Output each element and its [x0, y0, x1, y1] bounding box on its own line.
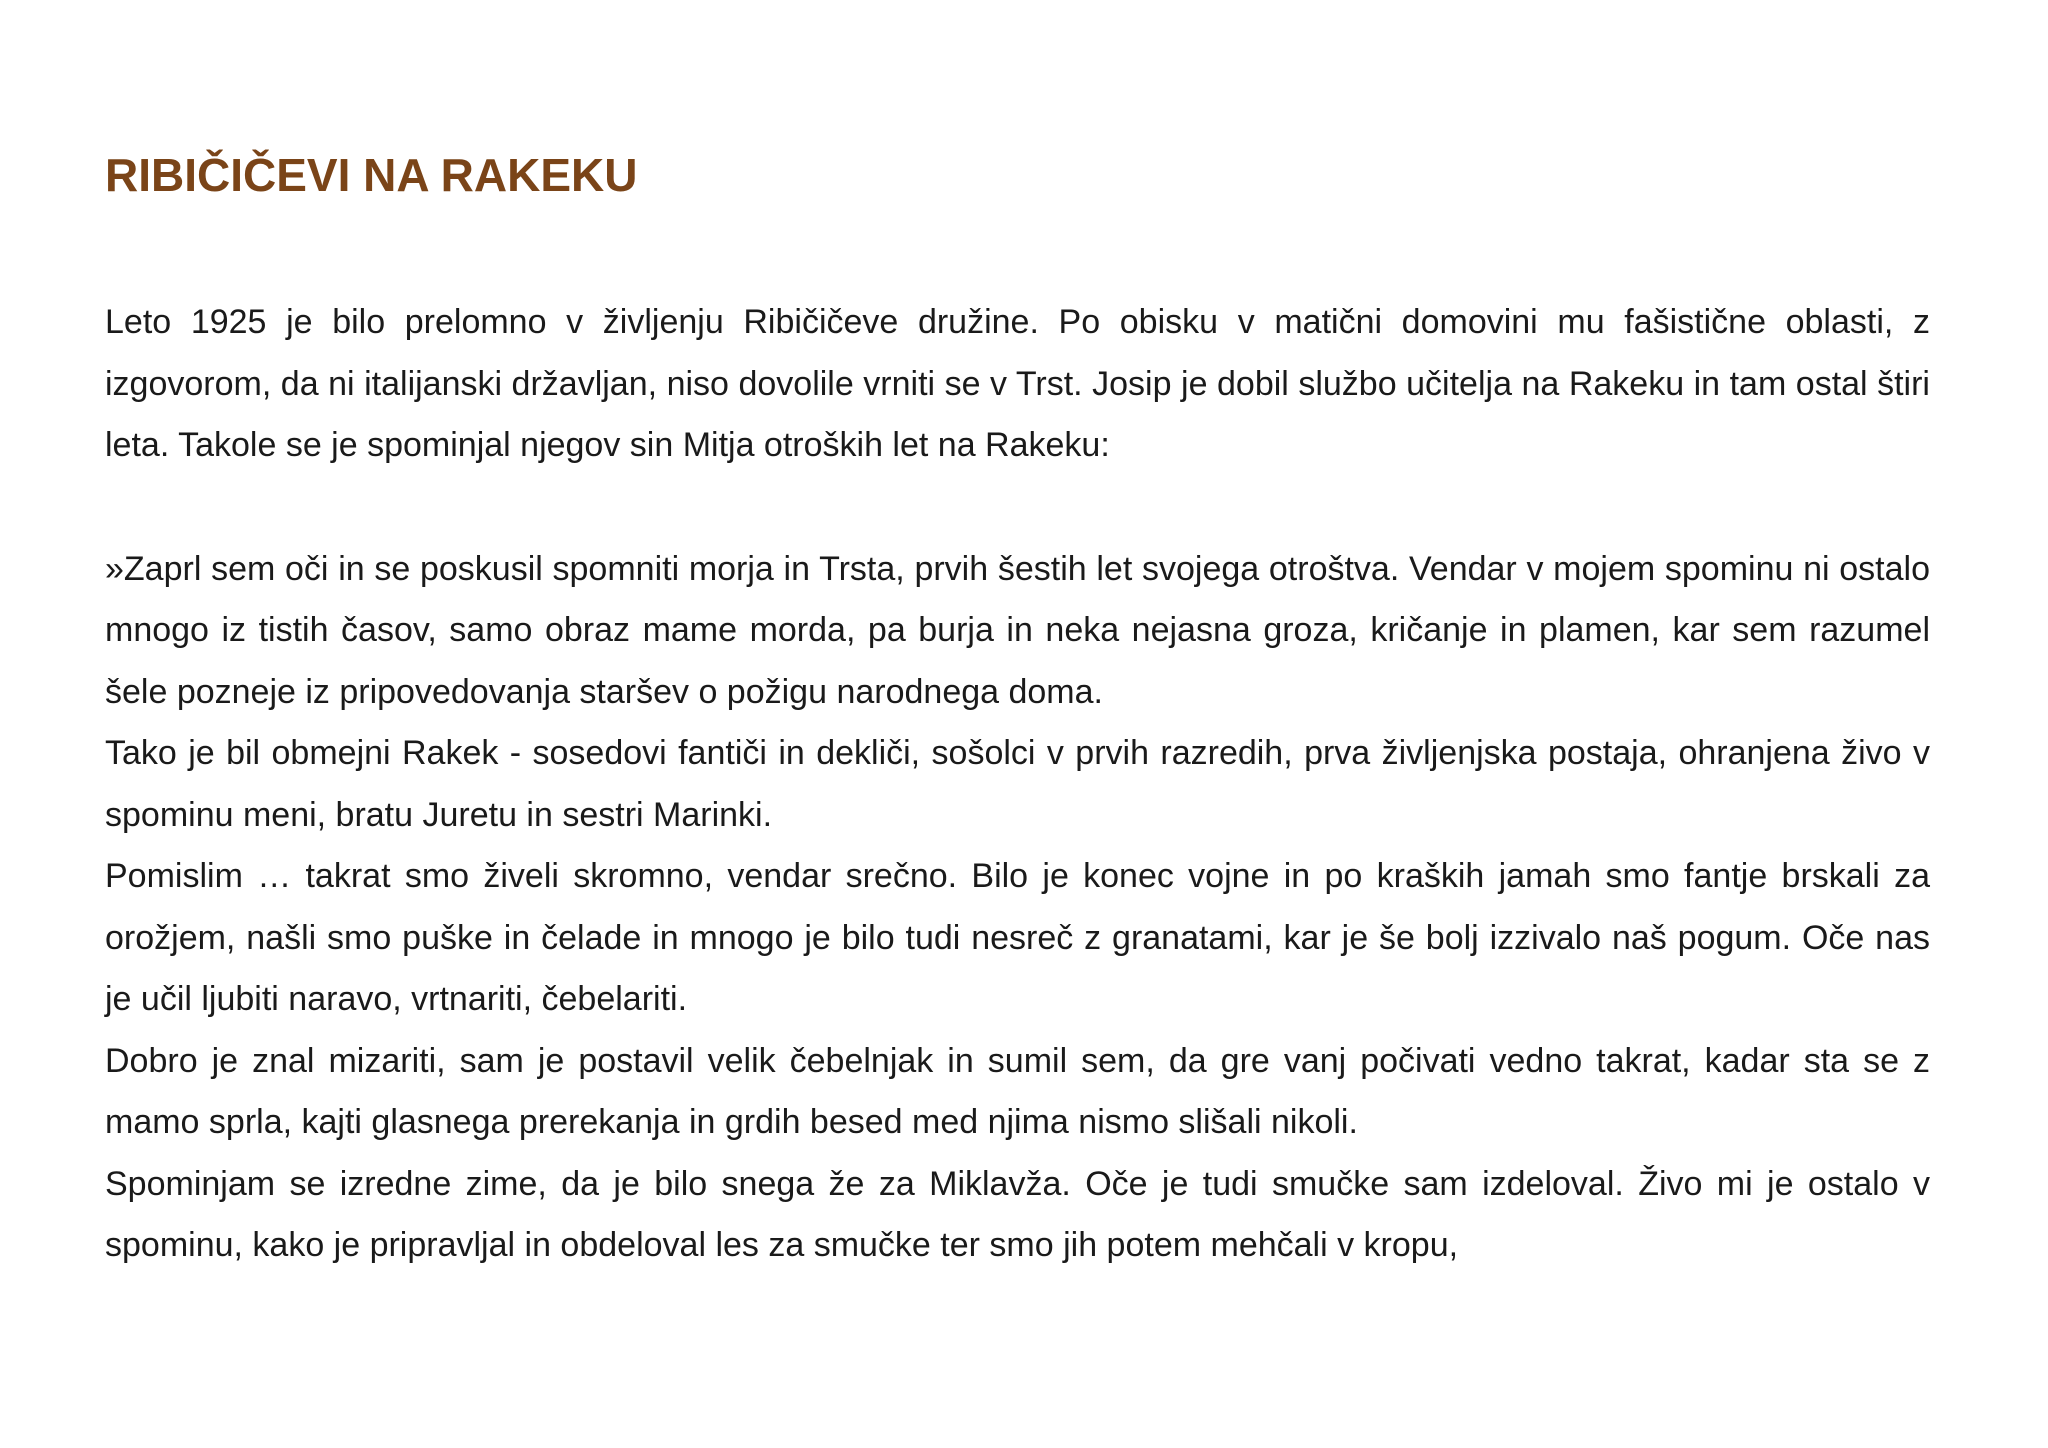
quote-paragraph: Tako je bil obmejni Rakek - sosedovi fantiči in dekliči, sošolci v prvih razredih, prva življenjska postaja, ohranjena živo v spominu meni, bratu Juretu in sestri Marinki.	[105, 734, 1930, 834]
quote-paragraph: Dobro je znal mizariti, sam je postavil velik čebelnjak in sumil sem, da gre vanj počivati vedno takrat, kadar sta se z mamo sprla, kajti glasnega prerekanja in grdih besed med njima nismo slišali nikoli.	[105, 1041, 1930, 1141]
quote-paragraph: »Zaprl sem oči in se poskusil spomniti morja in Trsta, prvih šestih let svojega otroštva. Vendar v mojem spominu ni ostalo mnogo iz tistih časov, samo obraz mame morda, pa burja in neka nejasna groza, kričanje in plamen, kar sem razumel šele pozneje iz pripovedovanja staršev o požigu narodnega doma.	[105, 549, 1930, 711]
quote-paragraph: Pomislim … takrat smo živeli skromno, vendar srečno. Bilo je konec vojne in po kraških jamah smo fantje brskali za orožjem, našli smo puške in čelade in mnogo je bilo tudi nesreč z granatami, kar je še bolj izzivalo naš pogum. Oče nas je učil ljubiti naravo, vrtnariti, čebelariti.	[105, 857, 1930, 1018]
quote-block	[105, 539, 1930, 1277]
page-title: RIBIČIČEVI NA RAKEKU	[105, 149, 638, 201]
document-page	[105, 140, 1930, 1277]
intro-paragraph: Leto 1925 je bilo prelomno v življenju Ribičičeve družine. Po obisku v matični domovini mu fašistične oblasti, z izgovorom, da ni italijanski državljan, niso dovolile vrniti se v Trst. Josip je dobil službo učitelja na Rakeku in tam ostal štiri leta. Takole se je spominjal njegov sin Mitja otroških let na Rakeku:	[105, 303, 1930, 464]
quote-paragraph: Spominjam se izredne zime, da je bilo snega že za Miklavža. Oče je tudi smučke sam izdeloval. Živo mi je ostalo v spominu, kako je pripravljal in obdeloval les za smučke ter smo jih potem mehčali v kropu,	[105, 1164, 1930, 1264]
